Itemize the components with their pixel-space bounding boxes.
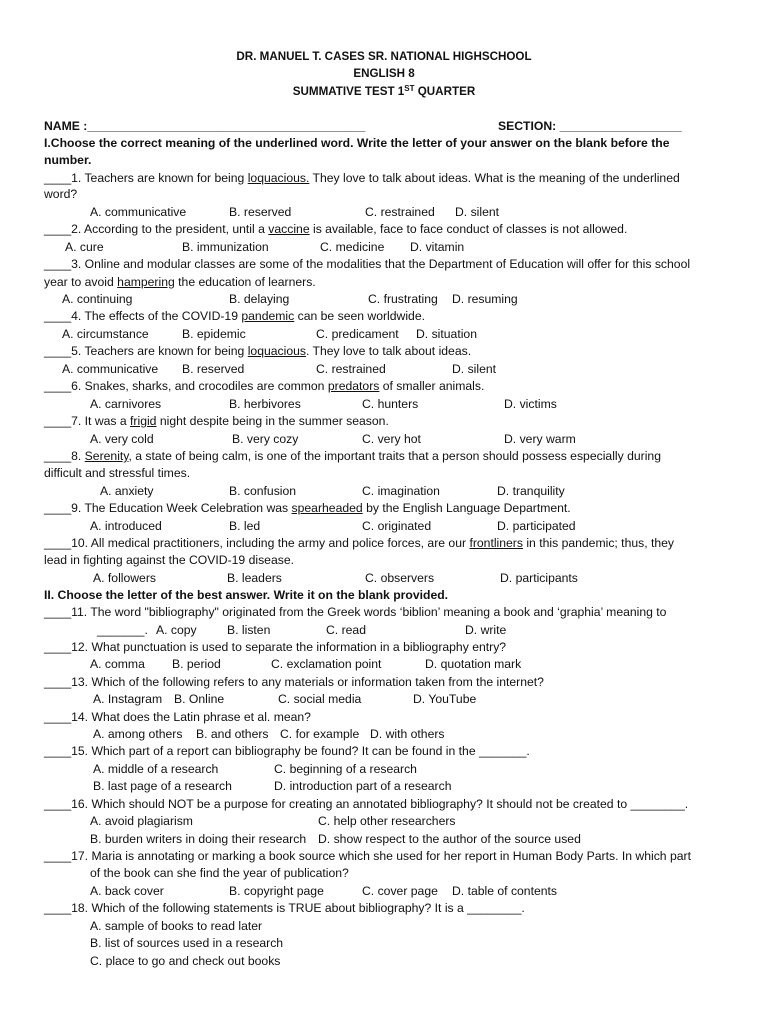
q6-option-b: B. herbivores	[229, 397, 301, 411]
q3-underlined-word: hampering	[117, 275, 175, 289]
q15-option-c: C. beginning of a research	[274, 762, 417, 776]
q8-underlined-word: Serenity	[84, 449, 129, 463]
question-8-cont: difficult and stressful times.	[44, 466, 191, 480]
q18-option-b: B. list of sources used in a research	[90, 936, 284, 950]
q17-option-b: B. copyright page	[229, 884, 324, 898]
question-11: ____11. The word "bibliography" originated from the Greek words ‘biblion’ meaning a book and ‘graphia’ meaning to	[44, 605, 667, 619]
q9-option-a: A. introduced	[90, 519, 162, 533]
q16-option-d: D. show respect to the author of the source used	[318, 832, 581, 846]
q3-option-a: A. continuing	[62, 292, 133, 306]
question-17-cont: of the book can she find the year of publication?	[90, 866, 349, 880]
question-10-cont: lead in fighting against the COVID-19 disease.	[44, 553, 294, 567]
question-15: ____15. Which part of a report can bibliography be found? It can be found in the _______.	[44, 744, 530, 758]
question-17: ____17. Maria is annotating or marking a book source which she used for her report in Human Body Parts. In which part	[44, 849, 691, 863]
q9-option-b: B. led	[229, 519, 261, 533]
q6-option-d: D. victims	[504, 397, 557, 411]
q18-option-a: A. sample of books to read later	[90, 919, 263, 933]
q3-option-d: D. resuming	[452, 292, 518, 306]
q6-underlined-word: predators	[327, 379, 380, 393]
q5-text: ____5. Teachers are known for being	[44, 344, 248, 358]
q4-option-a: A. circumstance	[62, 327, 149, 341]
q8-option-b: B. confusion	[229, 484, 297, 498]
q15-option-b: B. last page of a research	[93, 779, 232, 793]
q1-text-end: They love to talk about ideas. What is the meaning of the underlined	[309, 171, 680, 185]
q16-option-a: A. avoid plagiarism	[90, 814, 193, 828]
q3-text: year to avoid	[44, 275, 118, 289]
part1-instructions-cont: number.	[44, 153, 92, 167]
question-5	[44, 343, 471, 360]
q3-text-end: the education of learners.	[174, 275, 316, 289]
q3-option-b: B. delaying	[229, 292, 290, 306]
q4-option-b: B. epidemic	[182, 327, 246, 341]
q7-option-d: D. very warm	[504, 432, 576, 446]
part1-instructions: I.Choose the correct meaning of the underlined word. Write the letter of your answer on the blank before the	[44, 136, 670, 150]
q6-text: ____6. Snakes, sharks, and crocodiles are common	[44, 379, 328, 393]
question-12: ____12. What punctuation is used to separate the information in a bibliography entry?	[44, 640, 507, 654]
q11-blank: _______.	[97, 623, 148, 637]
question-10	[44, 535, 674, 552]
q2-underlined-word: vaccine	[268, 222, 310, 236]
q8-text: ____8.	[44, 449, 85, 463]
q4-text: ____4. The effects of the COVID-19	[44, 309, 242, 323]
q7-option-c: C. very hot	[362, 432, 421, 446]
test-title-sup: ST	[404, 84, 415, 93]
q12-option-c: C. exclamation point	[271, 657, 382, 671]
q1-underlined-word: loquacious.	[247, 171, 310, 185]
q9-text-end: by the English Language Department.	[362, 501, 571, 515]
q16-option-b: B. burden writers in doing their research	[90, 832, 307, 846]
q10-option-a: A. followers	[93, 571, 156, 585]
q4-underlined-word: pandemic	[241, 309, 295, 323]
q1-text: ____1. Teachers are known for being	[44, 171, 248, 185]
q4-text-end: can be seen worldwide.	[294, 309, 425, 323]
q5-option-d: D. silent	[452, 362, 497, 376]
q5-text-end: . They love to talk about ideas.	[306, 344, 472, 358]
q17-option-d: D. table of contents	[452, 884, 558, 898]
q9-underlined-word: spearheaded	[291, 501, 363, 515]
q1-option-a: A. communicative	[90, 205, 187, 219]
q9-option-c: C. originated	[362, 519, 432, 533]
q8-text-end: , a state of being calm, is one of the important traits that a person should possess especially during	[128, 449, 661, 463]
q5-option-c: C. restrained	[316, 362, 386, 376]
test-title	[0, 83, 768, 100]
q7-text: ____7. It was a	[44, 414, 131, 428]
subject-title: ENGLISH 8	[353, 67, 415, 80]
q1-option-c: C. restrained	[365, 205, 435, 219]
question-3: ____3. Online and modular classes are some of the modalities that the Department of Education will offer for this school	[44, 257, 691, 271]
q2-option-a: A. cure	[65, 240, 104, 254]
school-name: DR. MANUEL T. CASES SR. NATIONAL HIGHSCHOOL	[236, 50, 532, 63]
test-title-suffix: QUARTER	[414, 85, 476, 98]
q13-option-c: C. social media	[278, 692, 362, 706]
q6-text-end: of smaller animals.	[379, 379, 485, 393]
q9-text: ____9. The Education Week Celebration was	[44, 501, 292, 515]
question-3-cont	[44, 274, 316, 291]
q9-option-d: D. participated	[497, 519, 576, 533]
q14-option-c: C. for example	[280, 727, 360, 741]
section-field[interactable]: SECTION: __________________	[498, 119, 682, 133]
q10-option-b: B. leaders	[227, 571, 282, 585]
q12-option-b: B. period	[172, 657, 221, 671]
q14-option-a: A. among others	[93, 727, 183, 741]
q5-option-b: B. reserved	[182, 362, 245, 376]
part2-instructions: II. Choose the letter of the best answer. Write it on the blank provided.	[44, 588, 449, 602]
q17-option-c: C. cover page	[362, 884, 438, 898]
q6-option-a: A. carnivores	[90, 397, 162, 411]
q16-option-c: C. help other researchers	[318, 814, 456, 828]
q5-underlined-word: loquacious	[247, 344, 306, 358]
q2-text: ____2. According to the president, until a	[44, 222, 269, 236]
q15-option-a: A. middle of a research	[93, 762, 219, 776]
q11-option-c: C. read	[326, 623, 366, 637]
q2-option-c: C. medicine	[320, 240, 385, 254]
q13-option-d: D. YouTube	[413, 692, 477, 706]
question-2	[44, 221, 627, 238]
q11-option-b: B. listen	[227, 623, 271, 637]
question-1	[44, 170, 680, 187]
q8-option-d: D. tranquility	[497, 484, 565, 498]
q10-text-end: in this pandemic; thus, they	[522, 536, 675, 550]
question-18: ____18. Which of the following statements is TRUE about bibliography? It is a ________.	[44, 901, 525, 915]
question-16: ____16. Which should NOT be a purpose for creating an annotated bibliography? It should not be created to ________.	[44, 797, 689, 811]
q13-option-a: A. Instagram	[93, 692, 163, 706]
q1-option-b: B. reserved	[229, 205, 292, 219]
q3-option-c: C. frustrating	[368, 292, 438, 306]
q13-option-b: B. Online	[174, 692, 225, 706]
question-8	[44, 448, 661, 465]
q14-option-b: B. and others	[196, 727, 269, 741]
q8-option-a: A. anxiety	[100, 484, 154, 498]
q2-text-end: is available, face to face conduct of classes is not allowed.	[309, 222, 628, 236]
q1-option-d: D. silent	[455, 205, 500, 219]
q12-option-d: D. quotation mark	[425, 657, 522, 671]
test-title-main: SUMMATIVE TEST 1	[292, 85, 405, 98]
q11-option-a: A. copy	[156, 623, 197, 637]
q7-text-end: night despite being in the summer season.	[156, 414, 389, 428]
q7-option-b: B. very cozy	[232, 432, 299, 446]
q10-option-c: C. observers	[365, 571, 435, 585]
q15-option-d: D. introduction part of a research	[274, 779, 452, 793]
q2-option-d: D. vitamin	[410, 240, 465, 254]
q10-underlined-word: frontliners	[469, 536, 523, 550]
q4-option-d: D. situation	[416, 327, 477, 341]
q6-option-c: C. hunters	[362, 397, 419, 411]
q2-option-b: B. immunization	[182, 240, 269, 254]
q8-option-c: C. imagination	[362, 484, 440, 498]
name-field[interactable]: NAME :_________________________________________	[44, 119, 366, 133]
q10-option-d: D. participants	[500, 571, 578, 585]
q14-option-d: D. with others	[370, 727, 445, 741]
question-6	[44, 378, 484, 395]
q17-option-a: A. back cover	[90, 884, 164, 898]
question-1-cont: word?	[44, 187, 78, 201]
q7-underlined-word: frigid	[130, 414, 157, 428]
q4-option-c: C. predicament	[316, 327, 399, 341]
question-14: ____14. What does the Latin phrase et al. mean?	[44, 710, 311, 724]
question-9	[44, 500, 571, 517]
question-13: ____13. Which of the following refers to any materials or information taken from the internet?	[44, 675, 544, 689]
question-4	[44, 308, 425, 325]
q5-option-a: A. communicative	[62, 362, 159, 376]
q11-option-d: D. write	[465, 623, 507, 637]
q12-option-a: A. comma	[90, 657, 145, 671]
q7-option-a: A. very cold	[90, 432, 154, 446]
q18-option-c: C. place to go and check out books	[90, 954, 281, 968]
q10-text: ____10. All medical practitioners, including the army and police forces, are our	[44, 536, 470, 550]
question-7	[44, 413, 389, 430]
